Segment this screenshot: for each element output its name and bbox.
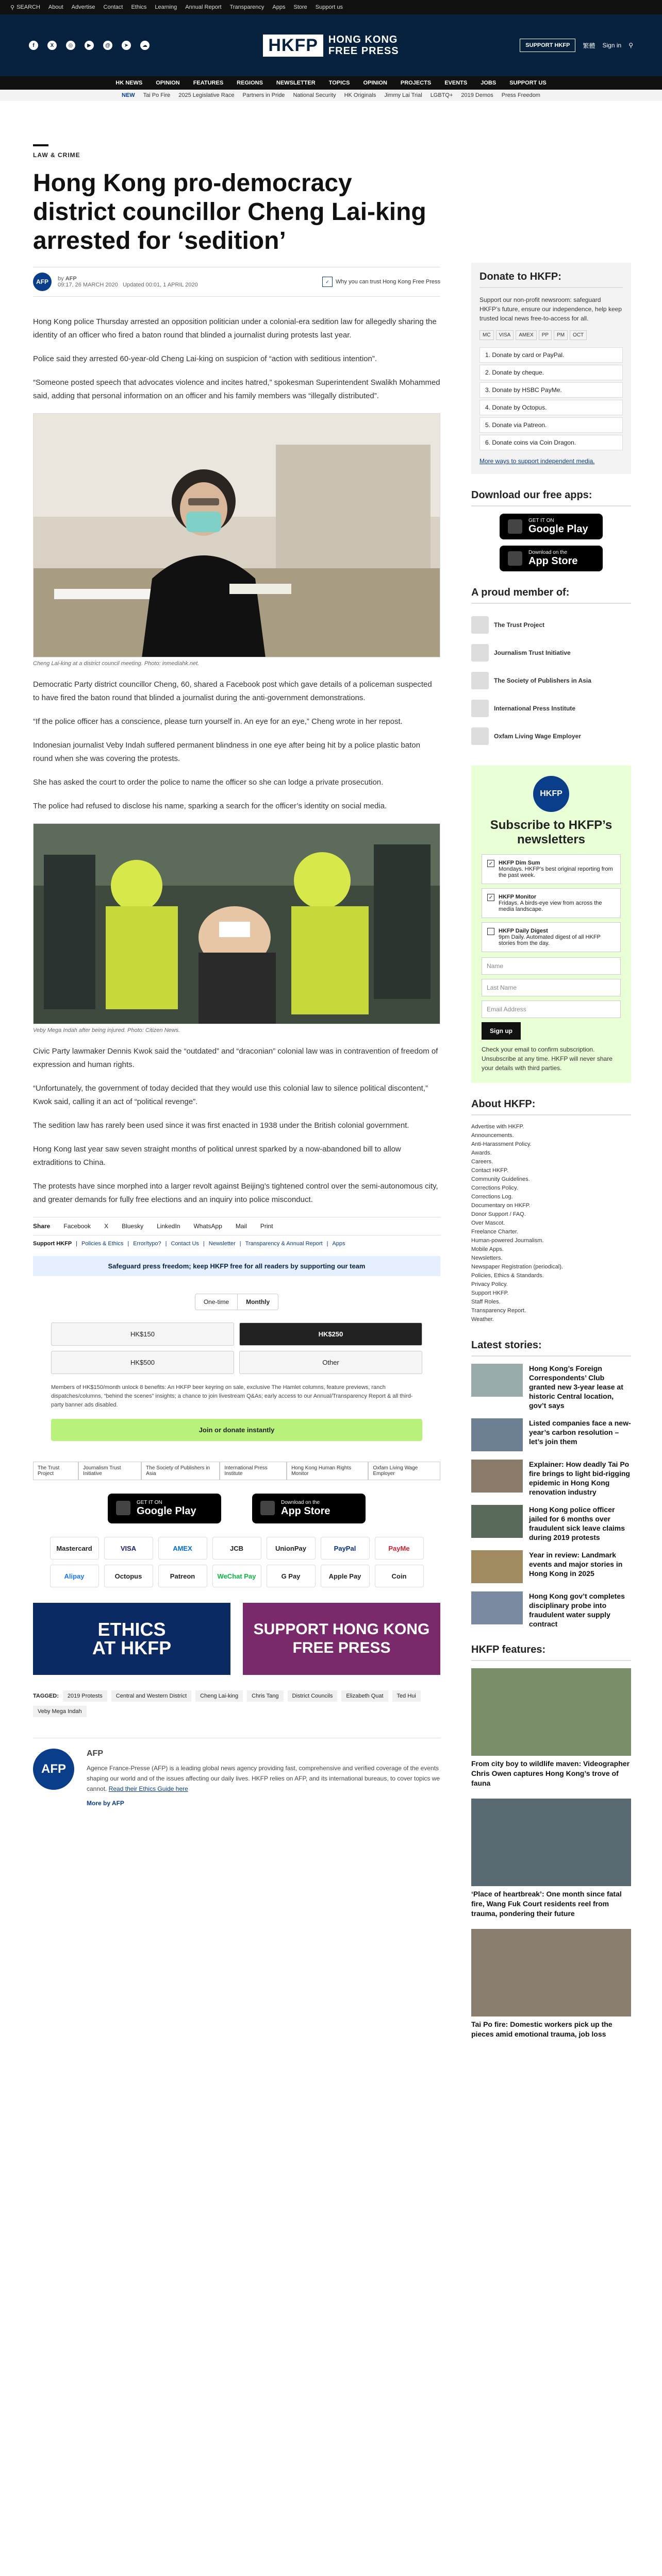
more-ways-link[interactable]: More ways to support independent media.: [479, 457, 595, 465]
tags-label: TAGGED:: [33, 1693, 59, 1699]
partner-logo[interactable]: International Press Institute: [220, 1462, 287, 1480]
trust-link[interactable]: [322, 277, 440, 287]
article-category[interactable]: LAW & CRIME: [33, 151, 80, 159]
app-store-badge[interactable]: [500, 546, 603, 571]
app-store-badge[interactable]: [252, 1494, 366, 1523]
nav-newsletter[interactable]: NEWSLETTER: [276, 80, 316, 86]
share-label: Share: [33, 1223, 51, 1230]
latest-story[interactable]: Listed companies face a new-year’s carbon resolution – let’s join them: [471, 1418, 631, 1451]
partner-logo[interactable]: The Trust Project: [33, 1462, 78, 1480]
badge-small: GET IT ON: [528, 518, 554, 523]
topbar-advertise[interactable]: Advertise: [71, 4, 95, 10]
about-link[interactable]: Support HKFP.: [471, 1290, 509, 1296]
instagram-icon[interactable]: ◎: [66, 41, 75, 50]
donate-option[interactable]: 4. Donate by Octopus.: [479, 400, 623, 415]
search-icon[interactable]: ⚲: [628, 42, 633, 49]
nav-events[interactable]: EVENTS: [444, 80, 468, 86]
paragraph: The police had refused to disclose his name, sparking a search for the officer’s identity on social media.: [33, 802, 387, 810]
x-icon[interactable]: X: [47, 41, 57, 50]
share-linkedin[interactable]: LinkedIn: [157, 1223, 180, 1230]
about-link[interactable]: Newspaper Registration (periodical).: [471, 1264, 563, 1270]
feature-title[interactable]: ‘Place of heartbreak’: One month since fatal fire, Wang Fuk Court residents reel from trauma, pondering their future: [471, 1890, 622, 1918]
badge-big: Google Play: [137, 1505, 196, 1517]
member-logo[interactable]: Journalism Trust Initiative: [471, 639, 631, 667]
newsletter-option[interactable]: ✓ HKFP Dim Sum Mondays. HKFP’s best original reporting from the past week.: [482, 854, 621, 884]
sidebar-app-badges: [471, 514, 631, 571]
donate-options: [479, 347, 623, 450]
member-logo[interactable]: The Trust Project: [471, 611, 631, 639]
about-link[interactable]: Privacy Policy.: [471, 1281, 508, 1287]
donate-payment-icons: [479, 330, 623, 340]
site-header: [0, 14, 662, 76]
share-x[interactable]: X: [104, 1223, 109, 1230]
topbar-annual-report[interactable]: Annual Report: [185, 4, 222, 10]
story-thumbnail: [471, 1550, 523, 1583]
latest-list: [471, 1364, 631, 1629]
topic-ticker: [0, 90, 662, 101]
author-avatar[interactable]: AFP: [33, 273, 52, 291]
article-footer-links: Support HKFP | Policies & Ethics | Error/typo? | Contact Us | Newsletter | Transparency & Annual Report | Apps: [33, 1241, 345, 1247]
share-bluesky[interactable]: Bluesky: [122, 1223, 144, 1230]
about-link[interactable]: Advertise with HKFP.: [471, 1124, 524, 1130]
logo-line2: FREE PRESS: [328, 45, 399, 57]
jti-icon: [471, 644, 489, 662]
member-logo[interactable]: Oxfam Living Wage Employer: [471, 722, 631, 750]
about-link[interactable]: Corrections Policy.: [471, 1185, 518, 1191]
story-thumbnail: [471, 1364, 523, 1397]
category-rule: [33, 144, 48, 146]
about-link[interactable]: Transparency Report.: [471, 1308, 526, 1314]
nav-projects[interactable]: PROJECTS: [400, 80, 432, 86]
sopa-icon: [471, 672, 489, 689]
badge-small: Download on the: [528, 550, 568, 555]
photo-caption: Cheng Lai-king at a district council meeting. Photo: inmediahk.net.: [33, 660, 200, 667]
tag[interactable]: Elizabeth Quat: [341, 1690, 388, 1702]
amex-icon: AMEX: [516, 330, 536, 340]
email-input[interactable]: Email Address: [482, 1001, 621, 1018]
error-link[interactable]: Error/typo?: [133, 1241, 161, 1247]
last-name-input[interactable]: Last Name: [482, 979, 621, 996]
newsletter-link[interactable]: Newsletter: [208, 1241, 236, 1247]
author-name[interactable]: AFP: [65, 276, 77, 282]
support-hkfp-button[interactable]: SUPPORT HKFP: [520, 39, 575, 52]
site-logo[interactable]: [184, 34, 478, 57]
language-link[interactable]: 繁體: [583, 42, 595, 49]
newsletter-badge: HKFP: [533, 776, 569, 812]
telegram-icon[interactable]: ➤: [122, 41, 131, 50]
about-link[interactable]: Announcements.: [471, 1132, 514, 1139]
amount-option-selected[interactable]: HK$250: [239, 1323, 422, 1346]
onetime-tab[interactable]: One-time: [203, 1298, 229, 1306]
apple-icon: [260, 1501, 275, 1515]
amount-option[interactable]: Other: [239, 1351, 422, 1374]
partner-logo[interactable]: Oxfam Living Wage Employer: [368, 1462, 440, 1480]
support-hkfp-link[interactable]: Support HKFP: [33, 1241, 72, 1247]
topbar-ethics[interactable]: Ethics: [131, 4, 147, 10]
about-link[interactable]: Staff Roles.: [471, 1299, 501, 1305]
donate-widget: [51, 1294, 422, 1441]
feature-image[interactable]: [471, 1799, 631, 1886]
signin-link[interactable]: Sign in: [602, 42, 622, 49]
topbar-learning[interactable]: Learning: [155, 4, 177, 10]
story-thumbnail: [471, 1460, 523, 1493]
member-list: [471, 611, 631, 750]
apple-icon: [508, 551, 522, 566]
trust-label: Why you can trust Hong Kong Free Press: [336, 279, 440, 285]
apps-heading: Download our free apps:: [471, 489, 631, 506]
amount-option[interactable]: HK$500: [51, 1351, 234, 1374]
oxfam-icon: [471, 727, 489, 745]
shield-icon: ✓: [322, 277, 333, 287]
nav-jobs[interactable]: JOBS: [481, 80, 496, 86]
latest-story[interactable]: Hong Kong police officer jailed for 6 months over fraudulent sick leave claims during 2019 protests: [471, 1505, 631, 1542]
topbar-store[interactable]: Store: [293, 4, 307, 10]
nav-opinion[interactable]: OPINION: [156, 80, 180, 86]
paypal-icon: PP: [539, 330, 552, 340]
feature-title[interactable]: Tai Po fire: Domestic workers pick up the pieces amid emotional trauma, job loss: [471, 2020, 613, 2038]
youtube-icon[interactable]: ▶: [85, 41, 94, 50]
latest-story[interactable]: Explainer: How deadly Tai Po fire brings to light bid-rigging epidemic in Hong Kong renovation industry: [471, 1460, 631, 1497]
payment-patreon[interactable]: Patreon: [158, 1565, 207, 1587]
about-link[interactable]: Anti-Harassment Policy.: [471, 1141, 532, 1147]
badge-small: Download on the: [281, 1500, 320, 1505]
photo-caption: Veby Mega Indah after being injured. Photo: Citizen News.: [33, 1027, 180, 1033]
payment-applepay[interactable]: Apple Pay: [321, 1565, 370, 1587]
updated-date: Updated 00:01, 1 APRIL 2020: [122, 282, 198, 288]
photo-cheng-lai-king[interactable]: [33, 413, 440, 657]
about-link[interactable]: Community Guidelines.: [471, 1176, 530, 1182]
bluesky-icon[interactable]: ☁: [140, 41, 150, 50]
paragraph: “If the police officer has a conscience, please turn yourself in. An eye for an eye,” Cheng wrote in her repost.: [33, 717, 403, 726]
sidebar: [471, 263, 631, 2049]
payment-mastercard[interactable]: Mastercard: [50, 1537, 99, 1560]
transparency-link[interactable]: Transparency & Annual Report: [245, 1241, 323, 1247]
frequency-toggle: [195, 1294, 278, 1310]
donate-option[interactable]: 5. Donate via Patreon.: [479, 417, 623, 433]
paragraph: The protests have since morphed into a larger revolt against Beijing’s tightened control over the semi-autonomous city, and greater demands for fully free elections and an inquiry into police misconduct.: [33, 1182, 438, 1204]
promo-banners: [33, 1603, 440, 1675]
monthly-tab[interactable]: Monthly: [237, 1294, 278, 1310]
photo-illustration: [34, 824, 440, 1024]
donate-option[interactable]: 2. Donate by cheque.: [479, 365, 623, 380]
latest-heading: Latest stories:: [471, 1340, 631, 1357]
paragraph: “Unfortunately, the government of today decided that they would use this colonial law to silence political discontent,” Kwok said, calling it an act of “political revenge”.: [33, 1084, 428, 1106]
about-link[interactable]: Mobile Apps.: [471, 1246, 504, 1252]
paragraph: The sedition law has rarely been used since it was first enacted in 1938 under the British colonial government.: [33, 1121, 409, 1130]
paragraph: Hong Kong last year saw seven straight months of political unrest sparked by a now-abandoned bill to allow extraditions to China.: [33, 1145, 401, 1167]
topbar-contact[interactable]: Contact: [103, 4, 123, 10]
policies-link[interactable]: Policies & Ethics: [81, 1241, 124, 1247]
photo-illustration: [34, 414, 440, 657]
nav-hk-news[interactable]: HK NEWS: [115, 80, 143, 86]
share-mail[interactable]: Mail: [235, 1223, 247, 1230]
payment-octopus[interactable]: Octopus: [104, 1565, 153, 1587]
donate-option[interactable]: 6. Donate coins via Coin Dragon.: [479, 435, 623, 450]
badge-big: App Store: [281, 1505, 330, 1517]
feature-image[interactable]: [471, 1668, 631, 1756]
paragraph: Police said they arrested 60-year-old Cheng Lai-king on suspicion of “action with seditious intention”.: [33, 354, 377, 363]
donate-option[interactable]: 1. Donate by card or PayPal.: [479, 347, 623, 363]
member-logo[interactable]: The Society of Publishers in Asia: [471, 667, 631, 694]
payment-methods: [33, 1537, 440, 1587]
checkbox-checked-icon[interactable]: ✓: [487, 894, 494, 901]
support-banner[interactable]: SUPPORT HONG KONG FREE PRESS: [243, 1603, 440, 1675]
tag[interactable]: Ted Hui: [392, 1690, 421, 1702]
about-link[interactable]: Documentary on HKFP.: [471, 1202, 531, 1209]
member-heading: A proud member of:: [471, 587, 631, 604]
share-bar: [33, 1217, 440, 1235]
ticker-label: NEW: [122, 92, 135, 98]
google-play-badge[interactable]: [108, 1494, 221, 1523]
payment-paypal[interactable]: PayPal: [321, 1537, 370, 1560]
google-play-icon: [508, 519, 522, 534]
payment-wechat[interactable]: WeChat Pay: [212, 1565, 261, 1587]
latest-story[interactable]: Hong Kong gov’t completes disciplinary probe into fraudulent water supply contract: [471, 1591, 631, 1629]
newsletter-option[interactable]: ✓ HKFP Monitor Fridays. A birds-eye view from across the media landscape.: [482, 888, 621, 918]
newsletter-note: Check your email to confirm subscription. Unsubscribe at any time. HKFP will never share your details with third parties.: [482, 1046, 613, 1072]
ticker-item[interactable]: HK Originals: [344, 92, 376, 98]
ticker-item[interactable]: LGBTQ+: [430, 92, 453, 98]
trust-project-icon: [471, 616, 489, 634]
badge-big: Google Play: [528, 523, 588, 535]
payment-unionpay[interactable]: UnionPay: [267, 1537, 316, 1560]
tag[interactable]: 2019 Protests: [63, 1690, 107, 1702]
apps-link[interactable]: Apps: [332, 1241, 345, 1247]
donate-heading: Donate to HKFP:: [479, 271, 623, 288]
badge-big: App Store: [528, 555, 578, 567]
tag[interactable]: Cheng Lai-king: [195, 1690, 243, 1702]
share-whatsapp[interactable]: WhatsApp: [193, 1223, 222, 1230]
about-link[interactable]: Policies, Ethics & Standards.: [471, 1273, 544, 1279]
article-main: [33, 144, 440, 1808]
amount-grid: [51, 1323, 422, 1374]
photo-veby-indah[interactable]: [33, 823, 440, 1024]
topbar-about[interactable]: About: [48, 4, 63, 10]
ticker-item[interactable]: Press Freedom: [501, 92, 540, 98]
newsletter-option[interactable]: HKFP Daily Digest 9pm Daily. Automated digest of all HKFP stories from the day.: [482, 922, 621, 952]
paragraph: “Someone posted speech that advocates violence and incites hatred,” spokesman Superintendent Swalikh Mohammed said, adding that personal information on an officer and his family members was “illegally distributed”.: [33, 378, 440, 400]
contact-link[interactable]: Contact Us: [171, 1241, 199, 1247]
article-title: Hong Kong pro-democracy district councillor Cheng Lai-king arrested for ‘sedition’: [33, 170, 426, 255]
donate-option[interactable]: 3. Donate by HSBC PayMe.: [479, 382, 623, 398]
top-utility-bar: [0, 0, 662, 14]
about-link[interactable]: Freelance Charter.: [471, 1229, 519, 1235]
newsletter-title: Subscribe to HKFP’s newsletters: [490, 818, 613, 846]
nav-topics[interactable]: TOPICS: [328, 80, 350, 86]
about-link[interactable]: Corrections Log.: [471, 1194, 513, 1200]
donate-intro: Support our non-profit newsroom: safeguard HKFP’s future, ensure our independence, help keep trusted local news free-to-access for all.: [479, 296, 622, 322]
social-links: [29, 41, 184, 50]
checkbox-checked-icon[interactable]: ✓: [487, 860, 494, 867]
about-heading: About HKFP:: [471, 1098, 631, 1115]
donate-box: [471, 263, 631, 474]
paragraph: Hong Kong police Thursday arrested an opposition politician under a colonial-era sedition law for allegedly sharing the identity of an officer who fired a baton round that blinded a journalist during protests last year.: [33, 317, 437, 340]
ticker-item[interactable]: Partners in Pride: [242, 92, 285, 98]
logo-mark: HKFP: [263, 35, 323, 57]
feature-image[interactable]: [471, 1929, 631, 2016]
main-nav: [0, 76, 662, 90]
badge-small: GET IT ON: [137, 1500, 162, 1505]
partner-logo[interactable]: Hong Kong Human Rights Monitor: [287, 1462, 368, 1480]
checkbox-icon[interactable]: [487, 928, 494, 935]
nav-regions[interactable]: REGIONS: [237, 80, 263, 86]
byline: AFP by AFP 09:17, 26 MARCH 2020 Updated 00:01, 1 APRIL 2020 ✓ Why you can trust Hong Kong Free Press: [33, 267, 440, 297]
octopus-icon: OCT: [570, 330, 587, 340]
mastercard-icon: MC: [479, 330, 494, 340]
visa-icon: VISA: [496, 330, 514, 340]
author-box-avatar[interactable]: AFP: [33, 1749, 74, 1790]
payment-payme[interactable]: PayMe: [375, 1537, 424, 1560]
app-store-badges: [33, 1494, 440, 1523]
google-play-icon: [116, 1501, 130, 1515]
payment-coin[interactable]: Coin: [375, 1565, 424, 1587]
ticker-item[interactable]: Jimmy Lai Trial: [384, 92, 422, 98]
newsletter-box: [471, 766, 631, 1083]
ipi-icon: [471, 700, 489, 717]
ethics-guide-link[interactable]: Read their Ethics Guide here: [108, 1785, 188, 1792]
ticker-item[interactable]: National Security: [293, 92, 336, 98]
about-link[interactable]: Contact HKFP.: [471, 1167, 508, 1174]
about-link[interactable]: Newsletters.: [471, 1255, 503, 1261]
ticker-item[interactable]: Tai Po Fire: [143, 92, 171, 98]
payment-alipay[interactable]: Alipay: [50, 1565, 99, 1587]
tag[interactable]: Central and Western District: [111, 1690, 191, 1702]
partner-logo[interactable]: Journalism Trust Initiative: [78, 1462, 141, 1480]
about-link[interactable]: Over Mascot.: [471, 1220, 505, 1226]
paragraph: She has asked the court to order the police to name the officer so she can lodge a private prosecution.: [33, 778, 384, 787]
share-facebook[interactable]: Facebook: [63, 1223, 91, 1230]
payme-icon: PM: [554, 330, 568, 340]
author-bio: Agence France-Presse (AFP) is a leading global news agency providing fast, comprehensive and verified coverage of the events shaping our world and of the issues affecting our daily lives. HKFP relies on AFP, and its international bureaus, to cover topics we cannot.: [87, 1765, 440, 1792]
tag[interactable]: Chris Tang: [247, 1690, 283, 1702]
about-link[interactable]: Donor Support / FAQ.: [471, 1211, 526, 1217]
feature-title[interactable]: From city boy to wildlife maven: Videographer Chris Owen captures Hong Kong’s trove of fauna: [471, 1759, 630, 1787]
features-list: [471, 1668, 631, 2039]
search-link[interactable]: ⚲ SEARCH: [10, 4, 40, 11]
join-donate-button[interactable]: Join or donate instantly: [51, 1419, 422, 1441]
latest-story[interactable]: Year in review: Landmark events and major stories in Hong Kong in 2025: [471, 1550, 631, 1583]
name-input[interactable]: Name: [482, 957, 621, 975]
author-box: [33, 1738, 440, 1808]
member-logo[interactable]: International Press Institute: [471, 694, 631, 722]
nav-features[interactable]: FEATURES: [193, 80, 224, 86]
about-link[interactable]: Careers.: [471, 1159, 493, 1165]
facebook-icon[interactable]: f: [29, 41, 38, 50]
story-thumbnail: [471, 1418, 523, 1451]
publish-date: 09:17, 26 MARCH 2020: [58, 282, 118, 288]
author-box-name[interactable]: AFP: [87, 1749, 103, 1758]
member-benefits-note: Members of HK$150/month unlock 8 benefits: An HKFP beer keyring on sale, exclusive The Hamlet columns, feature previews, ranch dispatches/columns, “behind the scenes” insights; a chance to join livestream Q&As; early access to our Annual/Transparency Report & all third-party banner ads disabled.: [51, 1384, 413, 1408]
about-link[interactable]: Awards.: [471, 1150, 492, 1156]
tag-list: [33, 1690, 440, 1717]
tag[interactable]: District Councils: [288, 1690, 338, 1702]
payment-gpay[interactable]: G Pay: [267, 1565, 316, 1587]
topbar-apps[interactable]: Apps: [272, 4, 286, 10]
payment-amex[interactable]: AMEX: [158, 1537, 207, 1560]
nav-support-us[interactable]: SUPPORT US: [509, 80, 547, 86]
paragraph: Democratic Party district councillor Cheng, 60, shared a Facebook post which gave details of a policeman suspected to have fired the baton round that blinded a journalist during the anti-government demonstrations.: [33, 680, 432, 702]
partner-logo[interactable]: The Society of Publishers in Asia: [141, 1462, 220, 1480]
threads-icon[interactable]: @: [103, 41, 112, 50]
topbar-transparency[interactable]: Transparency: [229, 4, 264, 10]
more-by-author-link[interactable]: More by AFP: [87, 1800, 124, 1807]
about-link[interactable]: Weather.: [471, 1316, 494, 1323]
paragraph: Civic Party lawmaker Dennis Kwok said the “outdated” and “draconian” colonial law was in contravention of freedom of expression and human rights.: [33, 1047, 438, 1069]
tag[interactable]: Veby Mega Indah: [33, 1706, 87, 1717]
story-thumbnail: [471, 1591, 523, 1624]
payment-visa[interactable]: VISA: [104, 1537, 153, 1560]
partner-logos: [33, 1462, 440, 1480]
story-thumbnail: [471, 1505, 523, 1538]
about-link[interactable]: Human-powered Journalism.: [471, 1238, 544, 1244]
logo-line1: HONG KONG: [328, 34, 398, 45]
about-list: [471, 1123, 631, 1324]
amount-option[interactable]: HK$150: [51, 1323, 234, 1346]
latest-story[interactable]: Hong Kong’s Foreign Correspondents’ Club granted new 3-year lease at historic Central location, gov’t says: [471, 1364, 631, 1410]
nav-opinion-2[interactable]: OPINION: [363, 80, 387, 86]
ethics-banner[interactable]: ETHICS AT HKFP: [33, 1603, 230, 1675]
payment-jcb[interactable]: JCB: [212, 1537, 261, 1560]
ticker-item[interactable]: 2025 Legislative Race: [178, 92, 235, 98]
google-play-badge[interactable]: [500, 514, 603, 539]
safeguard-banner[interactable]: Safeguard press freedom; keep HKFP free for all readers by supporting our team: [33, 1256, 440, 1276]
topbar-support[interactable]: Support us: [315, 4, 343, 10]
features-heading: HKFP features:: [471, 1644, 631, 1661]
share-print[interactable]: Print: [260, 1223, 273, 1230]
signup-button[interactable]: Sign up: [482, 1022, 521, 1040]
paragraph: Indonesian journalist Veby Indah suffered permanent blindness in one eye after being hit by a police plastic baton round when she was covering the protests.: [33, 741, 421, 763]
ticker-item[interactable]: 2019 Demos: [461, 92, 493, 98]
